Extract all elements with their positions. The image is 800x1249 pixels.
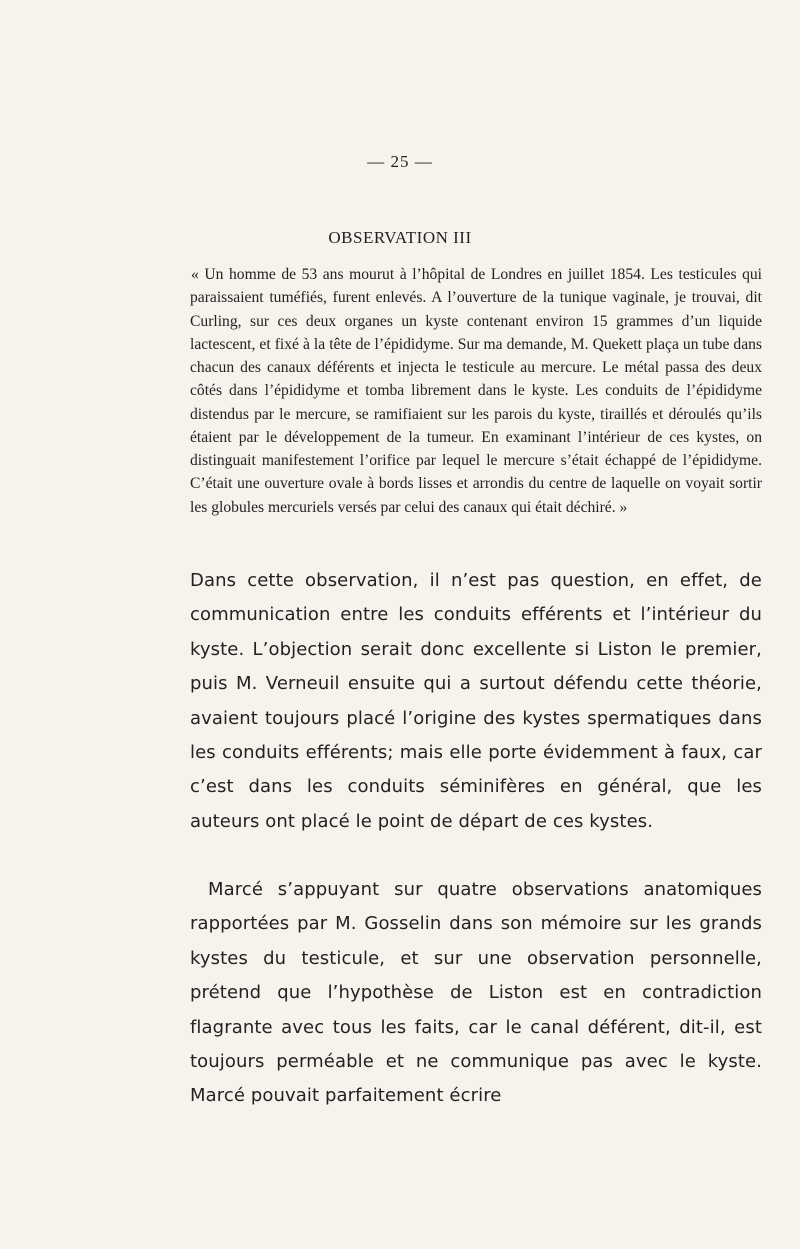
observation-title: OBSERVATION III: [328, 228, 472, 247]
quoted-observation: « Un homme de 53 ans mourut à l’hôpital de Londres en juillet 1854. Les testicules qui paraissaient tuméfiés, furent enlevés. A l’ouverture de la tunique vaginale, je trouvai, dit Curling, sur ces deux organes un kyste contenant environ 15 grammes d’un liquide lactescent, et fixé à la tête de l’épididyme. Sur ma demande, M. Quekett plaça un tube dans chacun des canaux déférents et injecta le testicule au mercure. Le métal passa des deux côtés dans l’épididyme et tomba librement dans le kyste. Les conduits de l’épididyme distendus par le mercure, se ramifiaient sur les parois du kyste, tiraillés et déroulés qu’ils étaient par le développement de la tumeur. En examinant l’intérieur de ces kystes, on distinguait manifestement l’orifice par lequel le mercure s’était échappé de l’épididyme. C’était une ouverture ovale à bords lisses et arrondis du centre de laquelle on voyait sortir les globules mercuriels versés par celui des canaux qui était déchiré. »: [190, 266, 762, 516]
body-paragraph-2: Marcé s’appuyant sur quatre observations anatomiques rapportées par M. Gosselin dans son mémoire sur les grands kystes du testicule, et sur une observation personnelle, prétend que l’hypothèse de Liston est en contradiction flagrante avec tous les faits, car le canal déférent, dit-il, est toujours perméable et ne communique pas avec le kyste. Marcé pouvait parfaitement écrire: [190, 879, 762, 1107]
page-number: — 25 —: [367, 152, 433, 171]
body-paragraph-1: Dans cette observation, il n’est pas question, en effet, de communication entre les conduits efférents et l’intérieur du kyste. L’objection serait donc excellente si Liston le premier, puis M. Verneuil ensuite qui a surtout défendu cette théorie, avaient toujours placé l’origine des kystes spermatiques dans les conduits efférents; mais elle porte évidemment à faux, car c’est dans les conduits séminifères en général, que les auteurs ont placé le point de départ de ces kystes.: [190, 570, 762, 832]
